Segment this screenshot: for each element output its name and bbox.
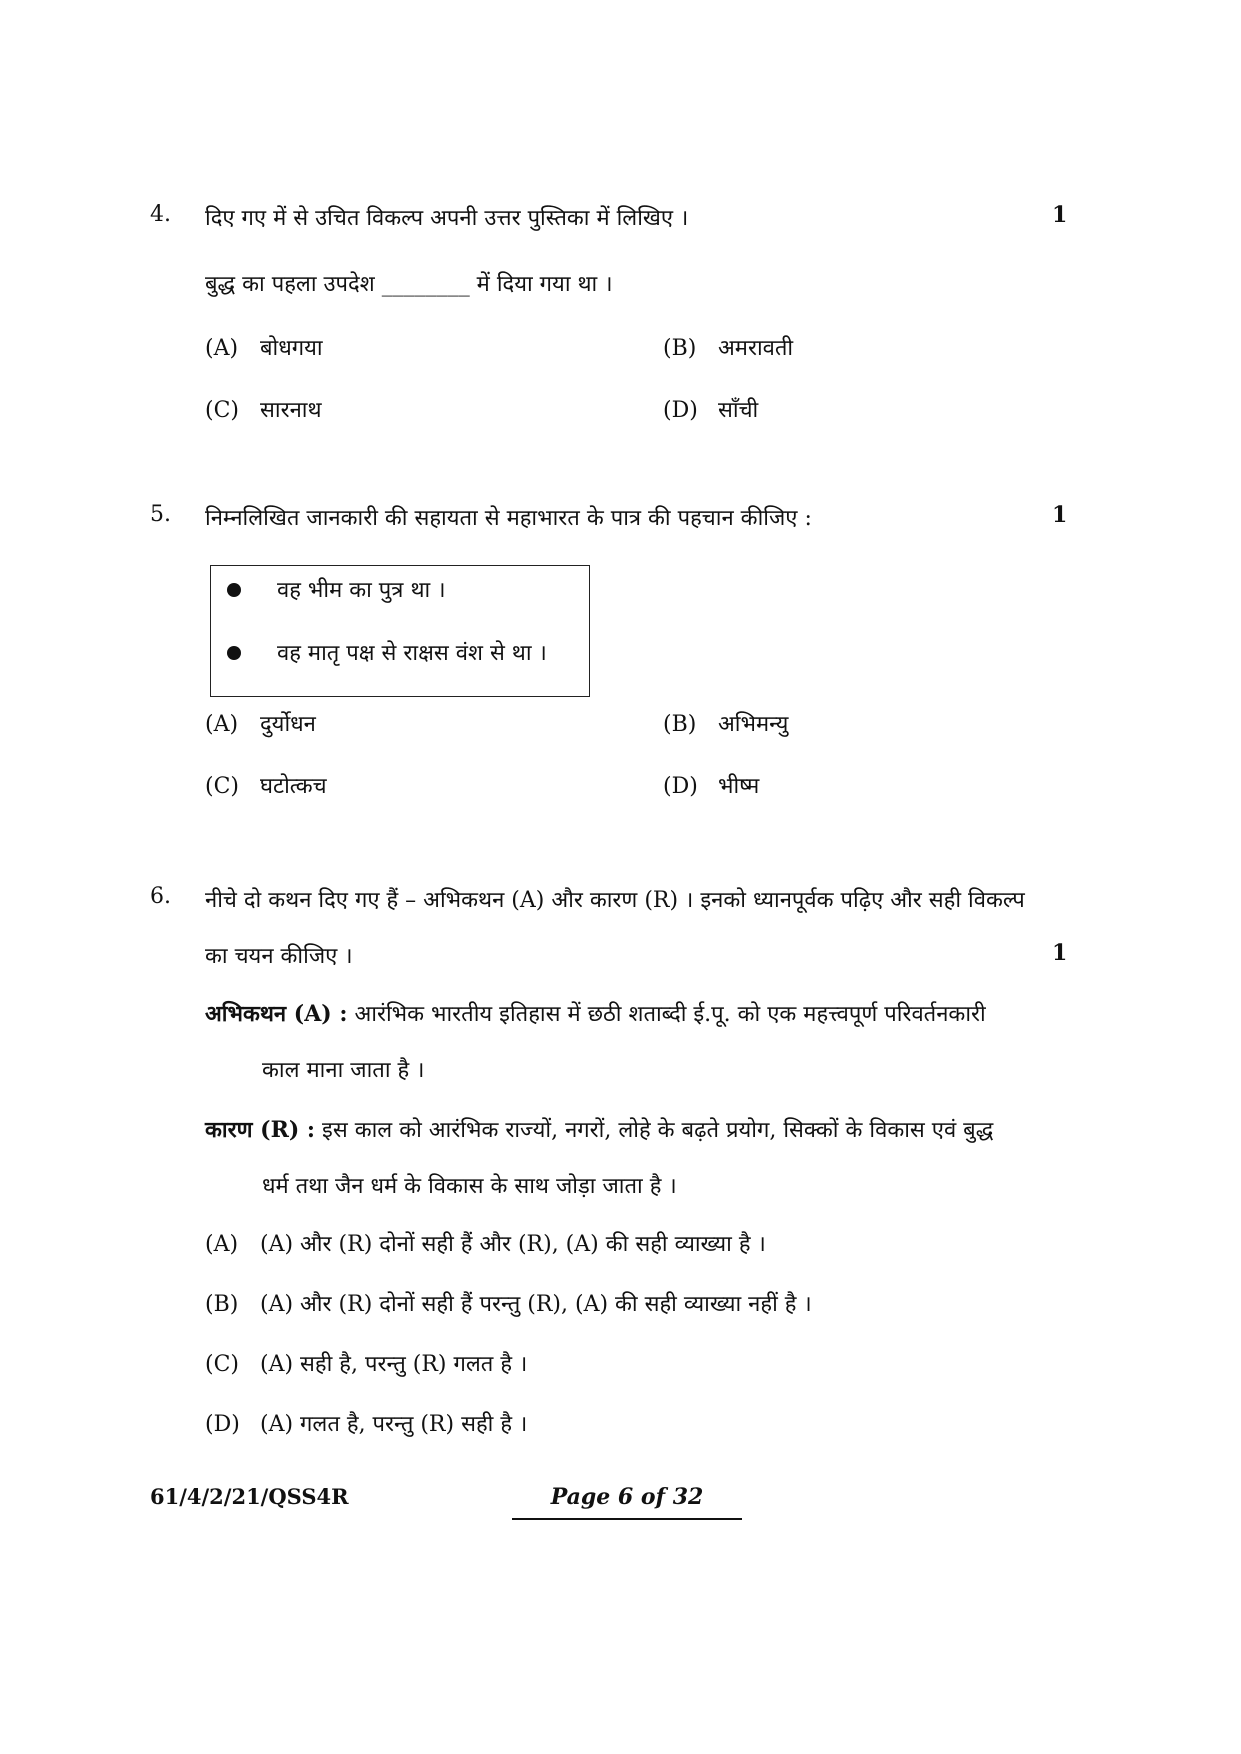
option-text: (A) और (R) दोनों सही हैं और (R), (A) की सही व्याख्या है । — [260, 1232, 766, 1257]
question-number: 4. — [150, 202, 171, 227]
option-label: (B) — [663, 712, 697, 737]
assertion-text-cont: काल माना जाता है । — [262, 1058, 425, 1083]
option-text: सारनाथ — [260, 398, 322, 423]
question-number: 5. — [150, 502, 171, 527]
option-label: (A) — [205, 1232, 239, 1257]
option-text: (A) और (R) दोनों सही हैं परन्तु (R), (A) की सही व्याख्या नहीं है । — [260, 1292, 812, 1317]
assertion — [205, 998, 986, 1028]
option-label: (D) — [205, 1412, 240, 1437]
option-text: साँची — [718, 398, 759, 423]
option-label: (C) — [205, 1352, 239, 1377]
page-number: Page 6 of 32 — [512, 1484, 742, 1520]
option-label: (A) — [205, 336, 239, 361]
assertion-label: अभिकथन (A) : — [205, 1001, 348, 1027]
option-label: (C) — [205, 398, 239, 423]
option-text: दुर्योधन — [260, 712, 316, 737]
option-label: (D) — [663, 398, 698, 423]
question-marks: 1 — [1052, 202, 1068, 228]
bullet-icon — [227, 646, 241, 660]
assertion-text: आरंभिक भारतीय इतिहास में छठी शताब्दी ई.पू. को एक महत्त्वपूर्ण परिवर्तनकारी — [354, 1002, 986, 1027]
option-c — [205, 770, 327, 800]
reason-text: इस काल को आरंभिक राज्यों, नगरों, लोहे के बढ़ते प्रयोग, सिक्कों के विकास एवं बुद्ध — [322, 1118, 994, 1143]
option-text: (A) गलत है, परन्तु (R) सही है । — [260, 1412, 528, 1437]
option-b — [663, 708, 788, 738]
question-marks: 1 — [1052, 502, 1068, 528]
option-d — [205, 1408, 527, 1438]
reason-label: कारण (R) : — [205, 1117, 316, 1143]
option-text: बोधगया — [260, 336, 323, 361]
option-b — [663, 332, 793, 362]
question-text: दिए गए में से उचित विकल्प अपनी उत्तर पुस्तिका में लिखिए । — [205, 206, 689, 231]
option-c — [205, 394, 322, 424]
clue-text: वह मातृ पक्ष से राक्षस वंश से था । — [277, 641, 547, 666]
question-text: नीचे दो कथन दिए गए हैं – अभिकथन (A) और कारण (R) । इनको ध्यानपूर्वक पढ़िए और सही विकल्प — [205, 888, 1025, 913]
option-text: अभिमन्यु — [718, 712, 789, 737]
option-c — [205, 1348, 527, 1378]
option-text: घटोत्कच — [260, 774, 327, 799]
option-a — [205, 1228, 766, 1258]
clue-text: वह भीम का पुत्र था । — [277, 578, 446, 603]
option-a — [205, 708, 316, 738]
option-a — [205, 332, 323, 362]
option-b — [205, 1288, 812, 1318]
question-text: निम्नलिखित जानकारी की सहायता से महाभारत के पात्र की पहचान कीजिए : — [205, 506, 812, 531]
option-text: अमरावती — [718, 336, 794, 361]
question-text-cont: का चयन कीजिए । — [205, 944, 353, 969]
paper-code: 61/4/2/21/QSS4R — [150, 1484, 349, 1509]
clue-box — [210, 565, 590, 697]
question-stem: बुद्ध का पहला उपदेश ________ में दिया गया था । — [205, 272, 613, 297]
option-label: (B) — [205, 1292, 239, 1317]
option-d — [663, 394, 758, 424]
question-marks: 1 — [1052, 940, 1068, 966]
option-label: (D) — [663, 774, 698, 799]
option-text: भीष्म — [718, 774, 760, 799]
option-d — [663, 770, 759, 800]
reason-text-cont: धर्म तथा जैन धर्म के विकास के साथ जोड़ा जाता है । — [262, 1174, 677, 1199]
bullet-icon — [227, 583, 241, 597]
reason — [205, 1114, 993, 1144]
option-text: (A) सही है, परन्तु (R) गलत है । — [260, 1352, 528, 1377]
option-label: (C) — [205, 774, 239, 799]
question-number: 6. — [150, 884, 171, 909]
option-label: (A) — [205, 712, 239, 737]
option-label: (B) — [663, 336, 697, 361]
